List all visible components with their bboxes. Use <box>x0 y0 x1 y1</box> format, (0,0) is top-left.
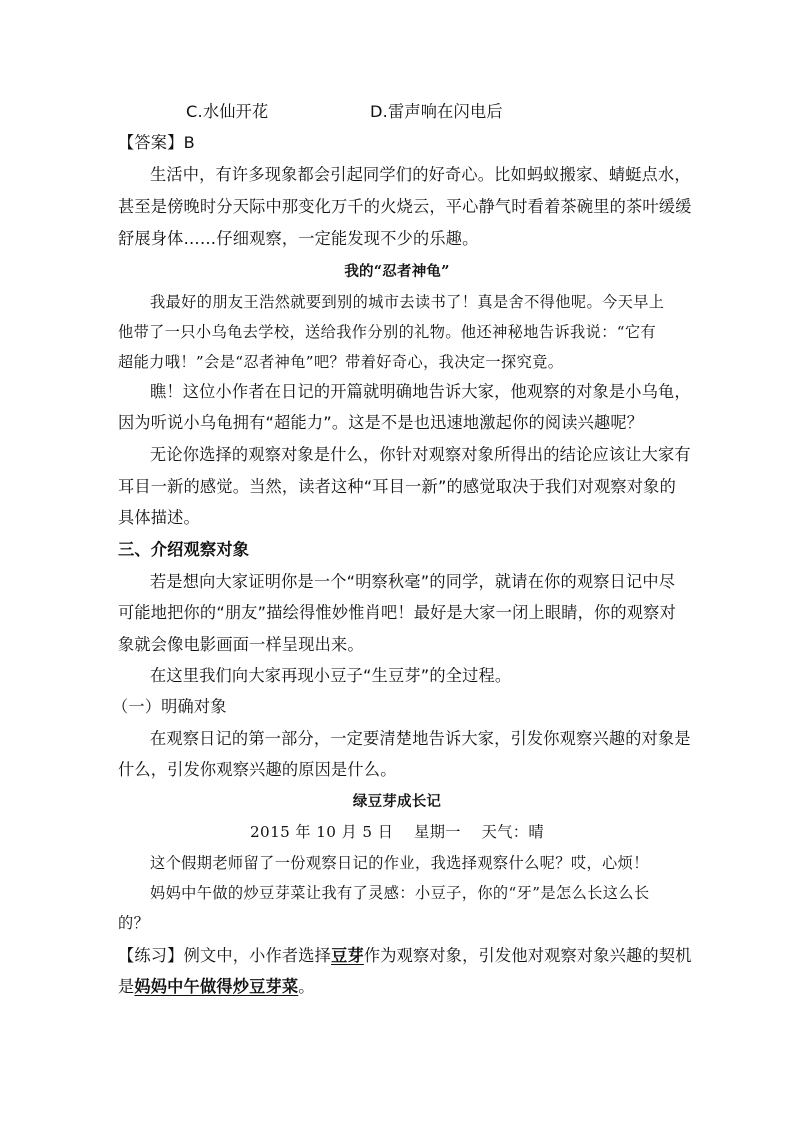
comment2-line-1: 无论你选择的观察对象是什么，你针对观察对象所得出的结论应该让大家有 <box>150 445 691 464</box>
exercise-answer-2: 妈妈中午做得炒豆芽菜 <box>134 977 299 996</box>
example2-line-2: 妈妈中午做的炒豆芽菜让我有了灵感：小豆子，你的“牙”是怎么长这么长 <box>150 884 650 902</box>
exercise-line-1 <box>118 946 692 966</box>
comment2-line-3: 具体描述。 <box>118 508 200 527</box>
example1-line-1: 我最好的朋友王浩然就要到别的城市去读书了！真是舍不得他呢。今天早上 <box>150 293 665 311</box>
comment1-line-1: 瞧！这位小作者在日记的开篇就明确地告诉大家，他观察的对象是小乌龟， <box>150 382 691 401</box>
intro-line-1: 生活中，有许多现象都会引起同学们的好奇心。比如蚂蚁搬家、蜻蜓点水， <box>150 165 691 184</box>
example2-date: 2015 年 10 月 5 日 星期一 天气：晴 <box>249 823 545 841</box>
option-d: D.雷声响在闪电后 <box>370 102 503 121</box>
example1-line-3: 超能力哦！”会是“忍者神龟”吧？带着好奇心，我决定一探究竟。 <box>118 353 564 371</box>
exercise-answer-1: 豆芽 <box>331 946 364 965</box>
exercise-text-4: 。 <box>298 977 315 996</box>
exercise-label: 【练习】 <box>118 946 184 965</box>
intro-line-3: 舒展身体……仔细观察，一定能发现不少的乐趣。 <box>118 229 479 248</box>
example1-line-2: 他带了一只小乌龟去学校，送给我作分别的礼物。他还神秘地告诉我说：“它有 <box>118 323 657 341</box>
section3-p2: 在这里我们向大家再现小豆子“生豆芽”的全过程。 <box>150 666 512 685</box>
comment2-line-2: 耳目一新的感觉。当然，读者这种“耳目一新”的感觉取决于我们对观察对象的 <box>118 477 676 496</box>
option-c: C.水仙开花 <box>186 102 269 121</box>
example2-title: 绿豆芽成长记 <box>352 793 442 810</box>
example1-title: 我的“忍者神龟” <box>344 263 450 280</box>
answer-label: 【答案】 <box>118 133 184 152</box>
section3-p3-line-2: 什么，引发你观察兴趣的原因是什么。 <box>118 760 397 779</box>
answer-value: B <box>183 133 195 152</box>
example2-line-1: 这个假期老师留了一份观察日记的作业，我选择观察什么呢？哎，心烦！ <box>150 854 649 872</box>
exercise-text-3: 是 <box>118 977 135 996</box>
section3-p1-line-1: 若是想向大家证明你是一个“明察秋毫”的同学，就请在你的观察日记中尽 <box>150 572 676 591</box>
exercise-line-2 <box>118 977 315 997</box>
section3-p1-line-3: 象就会像电影画面一样呈现出来。 <box>118 635 364 654</box>
answer-line <box>118 133 195 153</box>
section3-p1-line-2: 可能地把你的“朋友”描绘得惟妙惟肖吧！最好是大家一闭上眼睛，你的观察对 <box>118 603 676 622</box>
exercise-text-1: 例文中，小作者选择 <box>183 946 332 965</box>
comment1-line-2: 因为听说小乌龟拥有“超能力”。这是不是也迅速地激起你的阅读兴趣呢？ <box>118 413 644 432</box>
sub-heading: （一）明确对象 <box>112 697 227 716</box>
intro-line-2: 甚至是傍晚时分天际中那变化万千的火烧云，平心静气时看着茶碗里的茶叶缓缓 <box>118 197 692 216</box>
section3-p3-line-1: 在观察日记的第一部分，一定要清楚地告诉大家，引发你观察兴趣的对象是 <box>150 729 691 748</box>
example2-line-3: 的？ <box>118 914 150 932</box>
exercise-text-2: 作为观察对象，引发他对观察对象兴趣的契机 <box>363 946 692 965</box>
section3-heading: 三、介绍观察对象 <box>118 540 250 559</box>
